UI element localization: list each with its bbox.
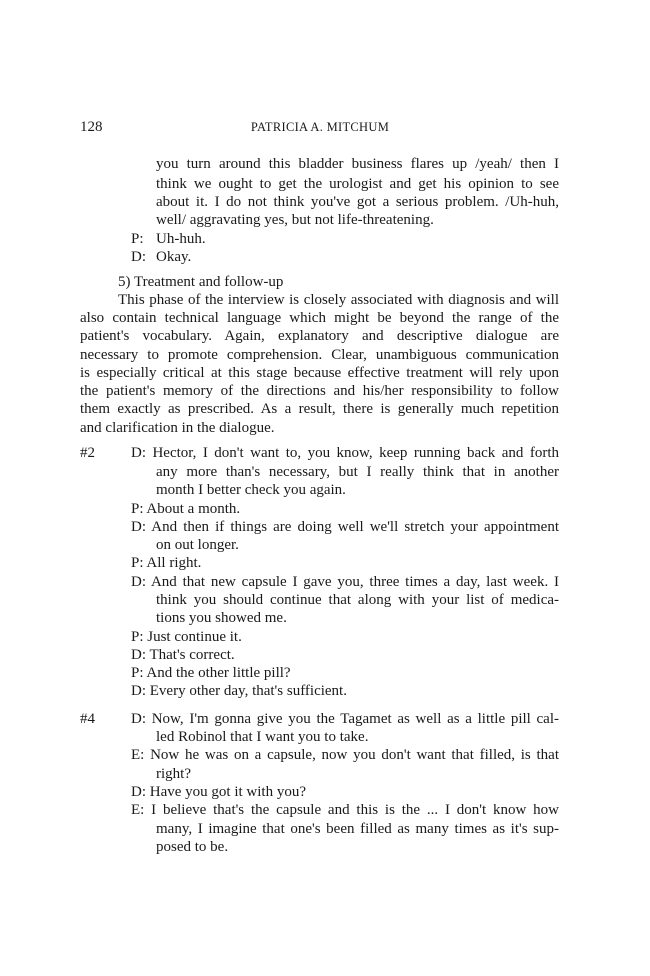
dialogue-line: D: Have you got it with you?: [131, 784, 306, 800]
text-line: patient's vocabulary. Again, explanatory and descriptive dialogue are: [80, 328, 559, 344]
utterance-text: Okay.: [156, 249, 192, 265]
utterance-text: Uh-huh.: [156, 231, 206, 247]
dialogue-line: D: Now, I'm gonna give you the Tagamet as well as a little pill cal-: [131, 711, 559, 727]
text-line: well/ aggravating yes, but not life-threatening.: [156, 212, 434, 228]
dialogue-line: E: I believe that's the capsule and this is the ... I don't know how: [131, 802, 559, 818]
dialogue-line: posed to be.: [156, 839, 229, 855]
text-line: them exactly as prescribed. As a result, there is generally much repetition: [80, 401, 559, 417]
dialogue-line: think you should continue that along with your list of medica-: [156, 592, 559, 608]
dialogue-line: many, I imagine that one's been filled as many times as it's sup-: [156, 821, 559, 837]
dialogue-line: D: That's correct.: [131, 647, 235, 663]
dialogue-line: D: And that new capsule I gave you, three times a day, last week. I: [131, 574, 559, 590]
dialogue-line: on out longer.: [156, 537, 239, 553]
running-head: PATRICIA A. MITCHUM: [250, 120, 390, 134]
page-header: [80, 118, 560, 138]
dialogue-line: E: Now he was on a capsule, now you don't want that filled, is that: [131, 747, 559, 763]
speaker-label: D:: [131, 249, 146, 265]
text-line: also contain technical language which might be beyond the range of the: [80, 310, 559, 326]
dialogue-line: D: And then if things are doing well we'll stretch your appointment: [131, 519, 559, 535]
dialogue-line: P: About a month.: [131, 501, 241, 517]
text-line: you turn around this bladder business flares up /yeah/ then I: [156, 156, 559, 172]
dialogue-line: right?: [156, 766, 191, 782]
text-line: is especially critical at this stage because effective treatment will rely upon: [80, 365, 559, 381]
text-line: This phase of the interview is closely associated with diagnosis and will: [118, 292, 559, 308]
section-heading: 5) Treatment and follow-up: [118, 274, 284, 290]
text-line: the patient's memory of the directions and his/her responsibility to follow: [80, 383, 559, 399]
example-marker: #2: [80, 445, 95, 461]
dialogue-line: month I better check you again.: [156, 482, 346, 498]
text-line: about it. I do not think you've got a serious problem. /Uh-huh,: [156, 194, 559, 210]
dialogue-line: P: Just continue it.: [131, 629, 242, 645]
dialogue-line: P: And the other little pill?: [131, 665, 291, 681]
example-marker: #4: [80, 711, 95, 727]
text-line: think we ought to get the urologist and get his opinion to see: [156, 176, 559, 192]
page-number: 128: [80, 119, 103, 135]
text-line: necessary to promote comprehension. Clear, unambiguous communication: [80, 347, 559, 363]
speaker-label: P:: [131, 231, 144, 247]
dialogue-line: led Robinol that I want you to take.: [156, 729, 369, 745]
dialogue-line: D: Every other day, that's sufficient.: [131, 683, 347, 699]
dialogue-line: tions you showed me.: [156, 610, 287, 626]
text-line: and clarification in the dialogue.: [80, 420, 275, 436]
dialogue-line: any more than's necessary, but I really think that in another: [156, 464, 559, 480]
dialogue-line: P: All right.: [131, 555, 202, 571]
dialogue-line: D: Hector, I don't want to, you know, keep running back and forth: [131, 445, 559, 461]
